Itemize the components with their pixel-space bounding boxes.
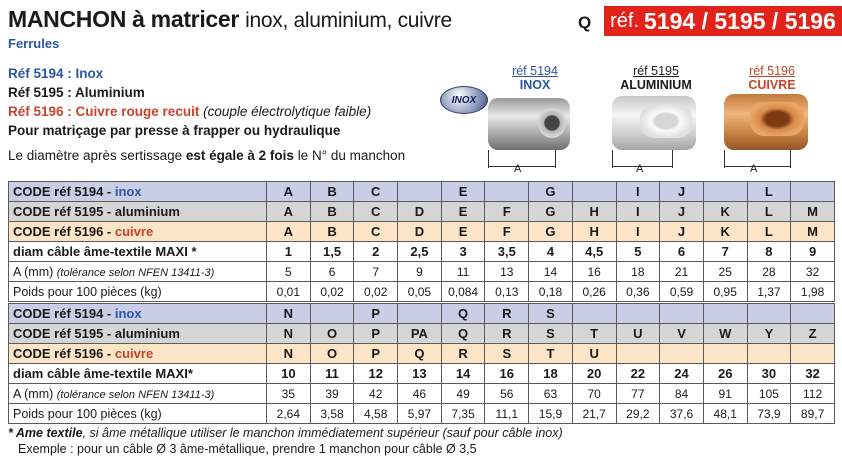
table-cell: 73,9: [747, 404, 791, 424]
table-cell: 11: [441, 262, 485, 282]
table-cell: 5,97: [398, 404, 442, 424]
table-cell: 16: [485, 364, 529, 384]
unavailable-cell: [398, 182, 442, 202]
unavailable-cell: [616, 344, 660, 364]
table-cell: 16: [572, 262, 616, 282]
table-cell: 0,13: [485, 282, 529, 302]
table-cell: S: [485, 344, 529, 364]
unavailable-cell: [572, 182, 616, 202]
row-label: Poids pour 100 pièces (kg): [9, 282, 267, 302]
table-cell: 9: [398, 262, 442, 282]
table-cell: W: [703, 324, 747, 344]
table-row: [9, 242, 835, 262]
table-cell: 89,7: [791, 404, 835, 424]
unavailable-cell: [660, 344, 704, 364]
table-cell: R: [441, 344, 485, 364]
table-cell: 1: [267, 242, 311, 262]
table-row: [9, 364, 835, 384]
table-cell: 2: [354, 242, 398, 262]
row-label: A (mm) (tolérance selon NFEN 13411-3): [9, 384, 267, 404]
table-cell: 0,18: [529, 282, 573, 302]
table-cell: 9: [791, 242, 835, 262]
table-cell: N: [267, 304, 311, 324]
table-cell: 39: [310, 384, 354, 404]
table-cell: L: [747, 202, 791, 222]
table-cell: 3,58: [310, 404, 354, 424]
table-cell: N: [267, 344, 311, 364]
table-cell: 21: [660, 262, 704, 282]
table-row: [9, 202, 835, 222]
table-cell: 30: [747, 364, 791, 384]
row-label: diam câble âme-textile MAXI*: [9, 364, 267, 384]
table-cell: 29,2: [616, 404, 660, 424]
table-cell: I: [616, 202, 660, 222]
table-cell: 49: [441, 384, 485, 404]
unavailable-cell: [398, 304, 442, 324]
table-cell: 0,01: [267, 282, 311, 302]
table-cell: N: [267, 324, 311, 344]
table-row: [9, 304, 835, 324]
unavailable-cell: [310, 304, 354, 324]
desc-ref-5196: Réf 5196 : Cuivre rouge recuit (couple électrolytique faible): [8, 104, 372, 119]
table-cell: O: [310, 324, 354, 344]
table-cell: G: [529, 202, 573, 222]
table-cell: E: [441, 222, 485, 242]
table-cell: 1,5: [310, 242, 354, 262]
desc-ref-5195: Réf 5195 : Aluminium: [8, 85, 145, 100]
table-cell: 7,35: [441, 404, 485, 424]
table-cell: 0,36: [616, 282, 660, 302]
table-cell: E: [441, 202, 485, 222]
table-cell: 8: [747, 242, 791, 262]
table-cell: J: [660, 222, 704, 242]
row-label: Poids pour 100 pièces (kg): [9, 404, 267, 424]
row-label: CODE réf 5196 - cuivre: [9, 222, 267, 242]
table-cell: 91: [703, 384, 747, 404]
table-cell: P: [354, 304, 398, 324]
table-cell: K: [703, 202, 747, 222]
table-cell: 0,084: [441, 282, 485, 302]
product-header-aluminium: réf 5195 ALUMINIUM: [620, 64, 692, 92]
table-cell: Z: [791, 324, 835, 344]
reference-banner: réf. 5194 / 5195 / 5196: [604, 6, 842, 36]
table-cell: 24: [660, 364, 704, 384]
table-cell: 0,59: [660, 282, 704, 302]
table-cell: 7: [354, 262, 398, 282]
dimension-label: A: [514, 163, 522, 175]
table-cell: I: [616, 222, 660, 242]
ferrule-aluminium-image: [612, 96, 696, 150]
table-row: [9, 222, 835, 242]
table-cell: S: [529, 304, 573, 324]
table-cell: 28: [747, 262, 791, 282]
table-cell: G: [529, 182, 573, 202]
table-cell: 6: [660, 242, 704, 262]
table-cell: L: [747, 182, 791, 202]
table-cell: 14: [529, 262, 573, 282]
table-cell: 48,1: [703, 404, 747, 424]
table-cell: A: [267, 202, 311, 222]
table-cell: O: [310, 344, 354, 364]
table-cell: B: [310, 202, 354, 222]
table-cell: H: [572, 222, 616, 242]
table-cell: 0,02: [310, 282, 354, 302]
table-cell: A: [267, 222, 311, 242]
table-cell: 15,9: [529, 404, 573, 424]
table-cell: 18: [529, 364, 573, 384]
table-cell: 32: [791, 262, 835, 282]
row-label: CODE réf 5195 - aluminium: [9, 324, 267, 344]
desc-pressing: Pour matriçage par presse à frapper ou hydraulique: [8, 123, 341, 138]
product-header-inox: réf 5194 INOX: [512, 64, 558, 92]
table-cell: P: [354, 344, 398, 364]
table-cell: V: [660, 324, 704, 344]
table-cell: B: [310, 182, 354, 202]
table-cell: 25: [703, 262, 747, 282]
table-cell: 1,37: [747, 282, 791, 302]
table-cell: B: [310, 222, 354, 242]
table-cell: 84: [660, 384, 704, 404]
table-cell: 7: [703, 242, 747, 262]
table-cell: C: [354, 222, 398, 242]
table-cell: 5: [267, 262, 311, 282]
table-cell: K: [703, 222, 747, 242]
table-cell: 1,98: [791, 282, 835, 302]
table-cell: 105: [747, 384, 791, 404]
desc-ref-5194: Réf 5194 : Inox: [8, 66, 104, 81]
table-cell: D: [398, 202, 442, 222]
table-cell: H: [572, 202, 616, 222]
table-cell: C: [354, 202, 398, 222]
table-row: [9, 404, 835, 424]
row-label: CODE réf 5195 - aluminium: [9, 202, 267, 222]
table-cell: J: [660, 202, 704, 222]
table-cell: 20: [572, 364, 616, 384]
table-cell: 5: [616, 242, 660, 262]
table-cell: Y: [747, 324, 791, 344]
table-cell: M: [791, 222, 835, 242]
table-cell: R: [485, 304, 529, 324]
table-cell: 14: [441, 364, 485, 384]
table-cell: T: [529, 344, 573, 364]
table-cell: 32: [791, 364, 835, 384]
unavailable-cell: [747, 304, 791, 324]
table-row: [9, 262, 835, 282]
spec-table-1: [8, 181, 835, 302]
table-cell: 77: [616, 384, 660, 404]
row-label: A (mm) (tolérance selon NFEN 13411-3): [9, 262, 267, 282]
table-cell: U: [572, 344, 616, 364]
table-cell: 63: [529, 384, 573, 404]
table-cell: 22: [616, 364, 660, 384]
table-cell: 2,5: [398, 242, 442, 262]
footnote-example: Exemple : pour un câble Ø 3 âme-métallique, prendre 1 manchon pour câble Ø 3,5: [18, 442, 477, 456]
table-cell: E: [441, 182, 485, 202]
table-cell: F: [485, 202, 529, 222]
unavailable-cell: [703, 304, 747, 324]
table-cell: 6: [310, 262, 354, 282]
table-cell: 3,5: [485, 242, 529, 262]
dimension-tick: [672, 150, 673, 168]
table-cell: 13: [485, 262, 529, 282]
table-cell: C: [354, 182, 398, 202]
row-label: CODE réf 5196 - cuivre: [9, 344, 267, 364]
inox-logo: INOX: [440, 86, 488, 114]
table-cell: T: [572, 324, 616, 344]
dimension-label: A: [636, 163, 644, 175]
table-cell: 46: [398, 384, 442, 404]
table-row: [9, 324, 835, 344]
table-cell: 11: [310, 364, 354, 384]
unavailable-cell: [703, 344, 747, 364]
table-cell: 3: [441, 242, 485, 262]
table-cell: J: [660, 182, 704, 202]
page-title: MANCHON à matricer inox, aluminium, cuivre: [8, 6, 452, 32]
table-cell: I: [616, 182, 660, 202]
page-subtitle: Ferrules: [8, 36, 60, 51]
unavailable-cell: [791, 182, 835, 202]
table-cell: 2,64: [267, 404, 311, 424]
table-cell: 0,05: [398, 282, 442, 302]
table-cell: 42: [354, 384, 398, 404]
unavailable-cell: [791, 304, 835, 324]
dimension-line: [488, 166, 555, 167]
table-cell: 18: [616, 262, 660, 282]
table-cell: 4,58: [354, 404, 398, 424]
row-label: CODE réf 5194 - inox: [9, 182, 267, 202]
table-cell: U: [616, 324, 660, 344]
footnote: * Ame textile, si âme métallique utiliser le manchon immédiatement supérieur (sauf pour câble inox): [8, 426, 563, 440]
unavailable-cell: [485, 182, 529, 202]
table-cell: 0,26: [572, 282, 616, 302]
table-cell: 13: [398, 364, 442, 384]
table-cell: G: [529, 222, 573, 242]
table-cell: 4,5: [572, 242, 616, 262]
table-cell: 112: [791, 384, 835, 404]
table-cell: 70: [572, 384, 616, 404]
table-cell: 10: [267, 364, 311, 384]
ferrule-cuivre-image: [724, 94, 808, 150]
table-row: [9, 282, 835, 302]
unavailable-cell: [572, 304, 616, 324]
table-cell: Q: [398, 344, 442, 364]
dimension-tick: [790, 150, 791, 168]
table-cell: 35: [267, 384, 311, 404]
table-cell: 37,6: [660, 404, 704, 424]
table-cell: 12: [354, 364, 398, 384]
unavailable-cell: [791, 344, 835, 364]
unavailable-cell: [703, 182, 747, 202]
table-cell: Q: [441, 324, 485, 344]
dimension-label: A: [750, 163, 758, 175]
unavailable-cell: [616, 304, 660, 324]
unavailable-cell: [660, 304, 704, 324]
table-cell: Q: [441, 304, 485, 324]
row-label: diam câble âme-textile MAXI *: [9, 242, 267, 262]
row-label: CODE réf 5194 - inox: [9, 304, 267, 324]
table-cell: R: [485, 324, 529, 344]
table-row: [9, 344, 835, 364]
table-cell: 0,95: [703, 282, 747, 302]
product-header-cuivre: réf 5196 CUIVRE: [748, 64, 796, 92]
table-row: [9, 384, 835, 404]
ferrule-inox-image: [488, 98, 570, 150]
table-cell: PA: [398, 324, 442, 344]
table-cell: P: [354, 324, 398, 344]
table-cell: A: [267, 182, 311, 202]
table-cell: 21,7: [572, 404, 616, 424]
dimension-tick: [555, 150, 556, 168]
table-cell: 26: [703, 364, 747, 384]
table-cell: M: [791, 202, 835, 222]
spec-table-2: [8, 303, 835, 424]
unavailable-cell: [747, 344, 791, 364]
table-cell: D: [398, 222, 442, 242]
desc-diameter: Le diamètre après sertissage est égale à 2 fois le N° du manchon: [8, 148, 406, 163]
section-letter: Q: [578, 13, 592, 32]
table-cell: 0,02: [354, 282, 398, 302]
table-cell: 11,1: [485, 404, 529, 424]
table-cell: 4: [529, 242, 573, 262]
table-cell: F: [485, 222, 529, 242]
table-row: [9, 182, 835, 202]
table-cell: L: [747, 222, 791, 242]
table-cell: S: [529, 324, 573, 344]
table-cell: 56: [485, 384, 529, 404]
